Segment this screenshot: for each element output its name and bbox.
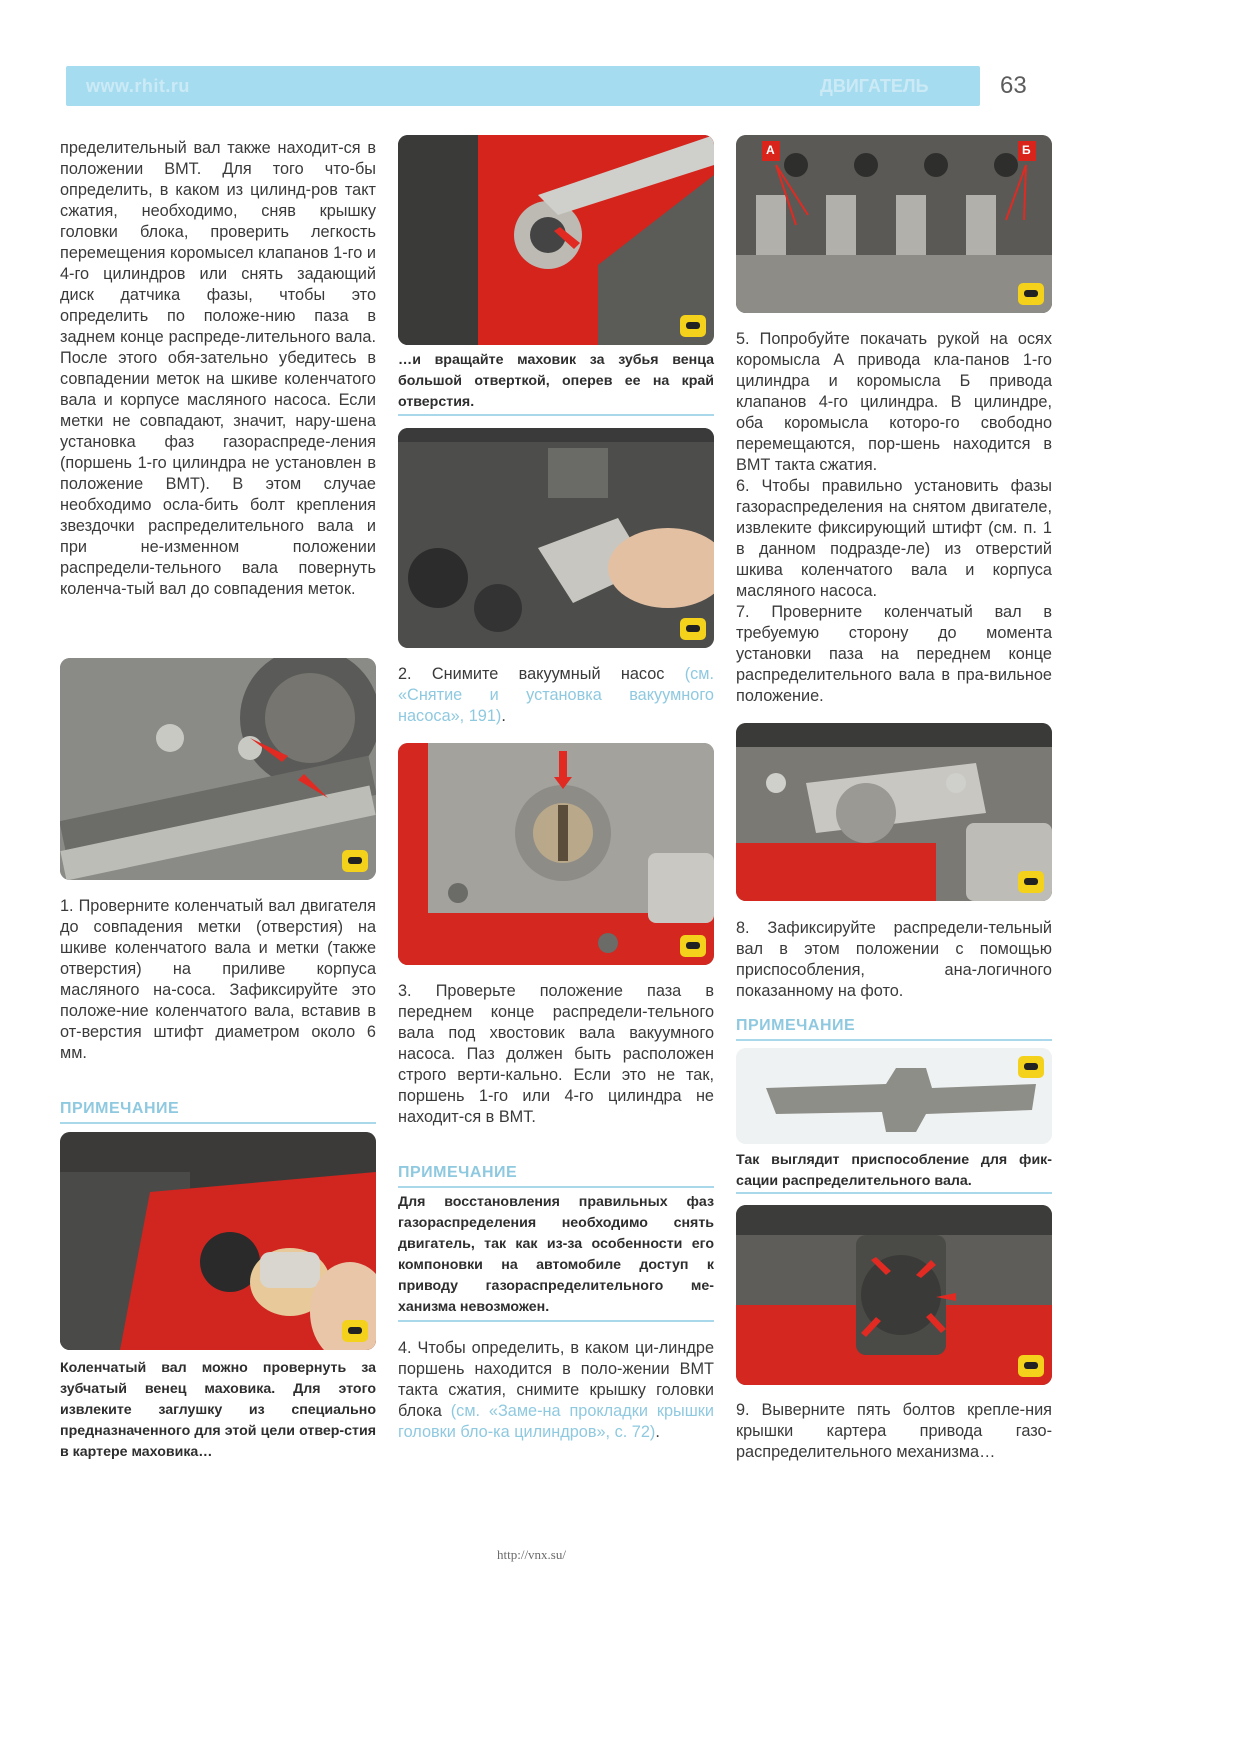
tool-badge-icon bbox=[1018, 283, 1044, 305]
photo-flywheel-screwdriver bbox=[398, 135, 714, 345]
col1-note-rule bbox=[60, 1122, 376, 1124]
col3-note-caption: Так выглядит приспособление для фик-сации распределительного вала. bbox=[736, 1152, 1052, 1189]
photo-flywheel-plug bbox=[60, 1132, 376, 1350]
col2-caption-rule bbox=[398, 414, 714, 416]
col2-step4 bbox=[398, 1338, 714, 1443]
col2-note-title: ПРИМЕЧАНИЕ bbox=[398, 1164, 518, 1181]
tool-badge-icon bbox=[342, 850, 368, 872]
col3-step8: 8. Зафиксируйте распредели-тельный вал в этом положении с помощью приспособления, ана-логичного показанному на фото. bbox=[736, 919, 1052, 1000]
tool-badge-icon bbox=[680, 315, 706, 337]
label-b: Б bbox=[1022, 143, 1031, 157]
col2-step3: 3. Проверьте положение паза в переднем конце распредели-тельного вала под хвостовик вала вакуумного насоса. Паз должен быть расположен строго верти-кально. Если это не так, поршень 1-го или 4-го цилиндра не находит-ся в ВМТ. bbox=[398, 982, 714, 1126]
photo-fixture-tool bbox=[736, 1048, 1052, 1144]
photo-camshaft-slot bbox=[398, 743, 714, 965]
col2-step4-end: . bbox=[655, 1423, 660, 1441]
col2-step4-link[interactable]: (см. «Заме-на прокладки крышки головки бло-ка цилиндров», с. 72) bbox=[398, 1402, 714, 1441]
photo-cylinder-head-rockers bbox=[736, 135, 1052, 313]
col3-step6: 6. Чтобы правильно установить фазы газораспределения на снятом двигателе, извлеките фиксирующий штифт (см. п. 1 в данном подразде-ле) из отверстий шкива коленчатого вала и корпуса масляного насоса. bbox=[736, 477, 1052, 600]
col3-note-title: ПРИМЕЧАНИЕ bbox=[736, 1017, 856, 1034]
photo-vacuum-pump-removal bbox=[398, 428, 714, 648]
col1-step1: 1. Проверните коленчатый вал двигателя до совпадения метки (отверстия) на шкиве коленчатого вала и метки (также отверстия) на приливе корпуса масляного на-соса. Зафиксируйте это положе-ние коленчатого вала, вставив в от-верстия штифт диаметром около 6 мм. bbox=[60, 897, 376, 1062]
col2-step2-link[interactable]: (см. «Снятие и установка вакуумного насоса», 191) bbox=[398, 665, 714, 725]
tool-badge-icon bbox=[1018, 1355, 1044, 1377]
col2-step2-text: 2. Снимите вакуумный насос bbox=[398, 665, 665, 683]
tool-badge-icon bbox=[1018, 871, 1044, 893]
col2-caption1: …и вращайте маховик за зубья венца большой отверткой, оперев ее на край отверстия. bbox=[398, 352, 714, 410]
page-number: 63 bbox=[1000, 72, 1027, 99]
col3-note-rule bbox=[736, 1039, 1052, 1041]
col2-step2-end: . bbox=[501, 707, 506, 725]
footer-url[interactable]: http://vnx.su/ bbox=[497, 1547, 566, 1562]
tool-badge-icon bbox=[680, 618, 706, 640]
col2-note-rule-bottom bbox=[398, 1320, 714, 1322]
col2-step2 bbox=[398, 664, 714, 727]
col1-note-caption: Коленчатый вал можно провернуть за зубчатый венец маховика. Для этого извлеките заглушку из специально предназначенного для этой цели отвер-стия в картере маховика… bbox=[60, 1360, 376, 1460]
photo-timing-cover-bolts bbox=[736, 1205, 1052, 1385]
photo-camshaft-fixture-installed bbox=[736, 723, 1052, 901]
col3-step9: 9. Выверните пять болтов крепле-ния крышки картера привода газо-распределительного механизма… bbox=[736, 1401, 1052, 1461]
col3-step7: 7. Проверните коленчатый вал в требуемую сторону до момента установки паза на переднем конце распределительного вала в пра-вильное положение. bbox=[736, 603, 1052, 705]
label-a: А bbox=[766, 143, 775, 157]
col3-step5: 5. Попробуйте покачать рукой на осях коромысла А привода кла-панов 1-го цилиндра и коромысла Б привода клапанов 4-го цилиндра. В цилиндре, оба коромысла которо-го свободно перемещаются, пор-шень находится в ВМТ такта сжатия. bbox=[736, 330, 1052, 474]
tool-badge-icon bbox=[342, 1320, 368, 1342]
col2-step4-text: 4. Чтобы определить, в каком ци-линдре поршень находится в поло-жении ВМТ такта сжатия, снимите крышку головки блока bbox=[398, 1339, 714, 1420]
col2-note-rule-top bbox=[398, 1186, 714, 1188]
col1-note-title: ПРИМЕЧАНИЕ bbox=[60, 1100, 180, 1117]
col3-caption-rule bbox=[736, 1192, 1052, 1194]
tool-badge-icon bbox=[680, 935, 706, 957]
header-site: www.rhit.ru bbox=[86, 76, 190, 96]
col1-intro: пределительный вал также находит-ся в положении ВМТ. Для того что-бы определить, в каком из цилинд-ров такт сжатия, необходимо, сняв крышку головки блока, проверить легкость перемещения коромысел клапанов 1-го и 4-го цилиндров или снять задающий диск датчика фазы, чтобы это определить по положе-нию паза в заднем конце распреде-лительного вала. После этого обя-зательно убедитесь в совпадении меток на шкиве коленчатого вала и корпусе масляного насоса. Если метки не совпадают, значит, нару-шена установка фаз газораспреде-ления (поршень 1-го цилиндра не установлен в положение ВМТ). В этом случае необходимо осла-бить болт крепления звездочки распределительного вала и при не-изменном положении распредели-тельного вала повернуть коленча-тый вал до совпадения меток. bbox=[60, 139, 376, 598]
photo-crankshaft-pulley bbox=[60, 658, 376, 880]
tool-badge-icon bbox=[1018, 1056, 1044, 1078]
col2-note-text: Для восстановления правильных фаз газораспределения необходимо снять двигатель, так как из-за особенности его компоновки на автомобиле доступ к приводу газораспределительного ме-ханизма невозможен. bbox=[398, 1194, 714, 1315]
header-section: ДВИГАТЕЛЬ bbox=[820, 76, 929, 96]
